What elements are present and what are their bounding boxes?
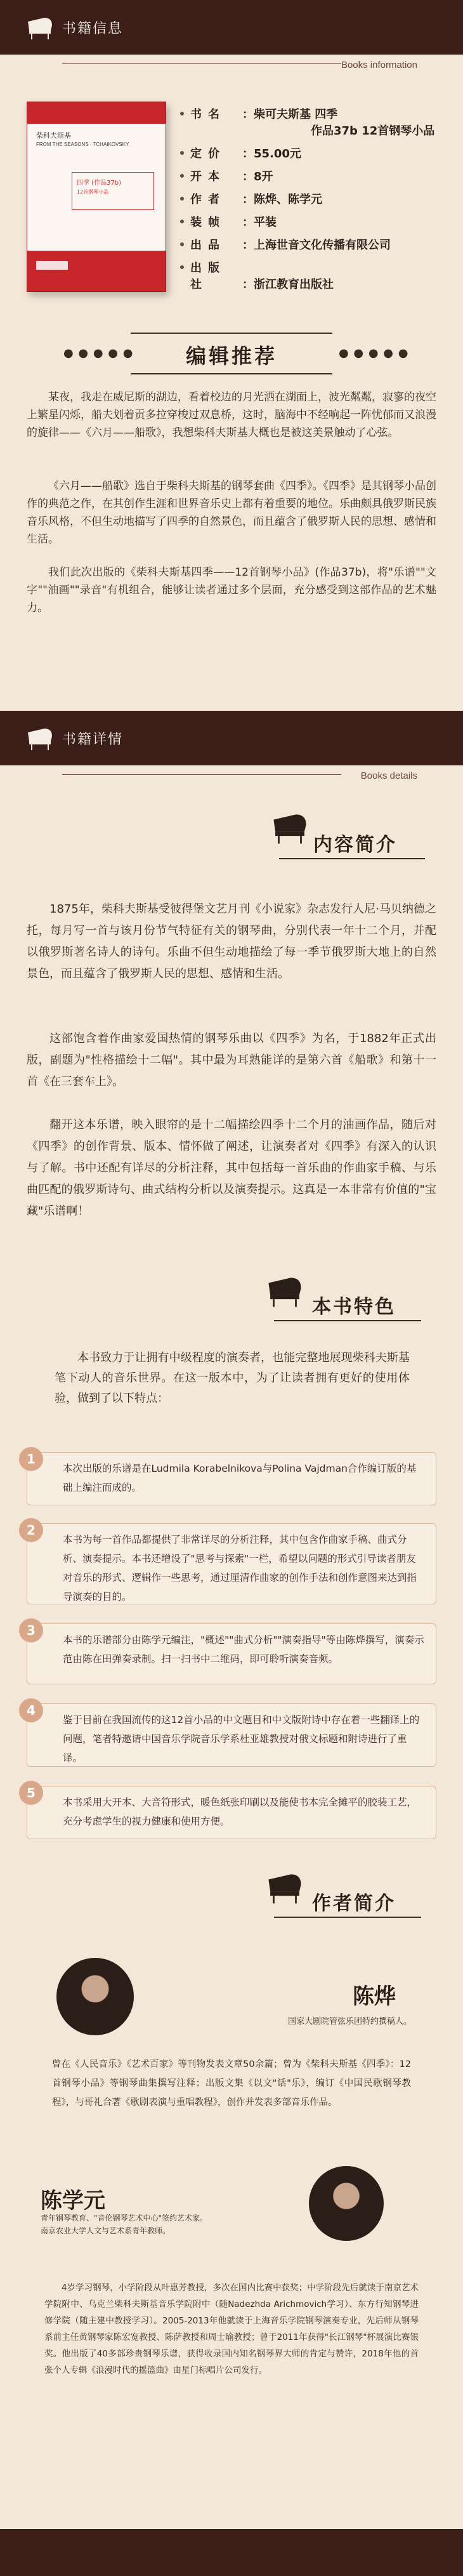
features-intro: 本书致力于让拥有中级程度的演奏者，也能完整地展现柴科夫斯基笔下动人的音乐世界。在这一版本中，为了让读者拥有更好的使用体验，做到了以下特点： [55,1351,410,1405]
author-bio: 曾在《人民音乐》《艺术百家》等刊物发表文章50余篇；曾为《柴科夫斯基《四季》：12首钢琴小品》等钢琴曲集撰写注释；出版文集《以文"话"乐》，编订《中国民歌钢琴教程》，与哥礼合著《歌剧表演与重唱教程》，创作并发表多部音乐作品。 [52,2059,411,2108]
bullet-icon [180,242,184,246]
info-key: 装帧 [190,216,226,229]
info-separator: ： [242,193,254,206]
editor-paragraph-3: 我们此次出版的《柴科夫斯基四季——12首钢琴小品》(作品37b)，将"乐谱""文字""油画""录音"有机组合，能够让读者通过多个层面，充分感受到这部作品的艺术魅力。 [27,566,436,614]
cover-english-title: FROM THE SEASONS · TCHAIKOVSKY [36,142,129,147]
feature-item [27,1452,436,1505]
title-underline [279,858,425,859]
feature-text: 本书为每一首作品都提供了非常详尽的分析注释，其中包含作曲家手稿、曲式分析、演奏提示。本书还增设了"思考与探索"一栏，希望以问题的形式引导读者朋友对音乐的形式、逻辑作一些思考，通过厘清作曲家的创作手法和创作意图来达到指导演奏的目的。 [63,1534,417,1602]
bullet-icon [180,151,184,155]
author-photo-chenye [55,1956,136,2037]
info-value: 陈烨、陈学元 [254,193,322,206]
book-info-row [259,122,434,138]
number-badge: 3 [19,1618,43,1642]
content-intro-title: 内容简介 [313,834,397,856]
author-bio: 4岁学习钢琴，小学阶段从叶惠芳教授，多次在国内比赛中获奖；中学阶段先后就读于南京艺术学院附中、乌克兰柴科夫斯基音乐学院附中（随Nadezhda Arichmovich学习）、东方行知钢琴进修学院（随主建中教授学习）。2005-2013年他就读于上海音乐学院钢琴演奏专业，先后师从钢琴系前主任黄钢琴家陈宏宽教授、陈萨教授和周士瑜教授；曾于2011年获得"长江钢琴"杯展演比赛银奖。他出版了40多部珍贵钢琴乐谱，获得收录国内知名钢琴界大师的肯定与赞许，2018年他的首张个人专辑《浪漫时代的摇篮曲》由星门标唱片公司发行。 [44,2283,419,2375]
content-paragraph-3: 翻开这本乐谱，映入眼帘的是十二幅描绘四季十二个月的油画作品，随后对《四季》的创作背景、版本、情怀做了阐述，让演奏者对《四季》有深入的认识与了解。书中还配有详尽的分析注释，其中包括每一首乐曲的作曲家手稿、与乐曲匹配的俄罗斯诗句、曲式结构分析以及演奏提示。这真是一本非常有价值的"宝藏"乐谱啊！ [27,1118,436,1218]
divider [62,63,341,64]
grand-piano-icon [25,726,55,751]
info-separator: ： [242,278,254,291]
info-key: 书名 [190,108,226,121]
feature-text: 本次出版的乐谱是在Ludmila Korabelnikova与Polina Vajdman合作编订版的基础上编注而成的。 [63,1463,417,1493]
title-underline [274,1320,421,1321]
book-info-row [190,168,273,184]
cover-russian-title: 柴科夫斯基 [36,131,71,140]
book-info-row [190,236,391,253]
author-photo-chenxueyuan [307,2164,386,2243]
book-info-row [190,190,322,207]
info-key: 作者 [190,193,226,206]
book-details-header [0,711,463,786]
bullet-icon [180,265,184,269]
info-value: 平装 [254,216,277,229]
book-info-row [190,145,301,161]
feature-text: 鉴于目前在我国流传的这12首小品的中文题目和中文版附诗中存在着一些翻译上的问题，笔者特邀请中国音乐学院音乐学系杜亚雄教授对俄文标题和附诗进行了重译。 [63,1714,420,1764]
book-info-header [0,0,463,75]
features-title: 本书特色 [312,1296,396,1318]
info-separator: ： [242,239,254,252]
author-name: 陈烨 [353,1984,396,2009]
bullet-icon [180,197,184,201]
feature-text: 本书的乐谱部分由陈学元编注，"概述""曲式分析""演奏指导"等由陈烨撰写，演奏示范由陈在田弹奏录制。扫一扫书中二维码，即可聆听演奏音频。 [63,1634,424,1665]
book-info-row [190,105,337,122]
editor-recommend-title: 编辑推荐 [185,344,277,368]
info-separator: ： [242,108,254,121]
book-info-row [190,213,277,230]
cover-box-title: 四季 (作品37b) [77,180,122,187]
feature-item [27,1623,436,1684]
divider [62,774,341,775]
number-badge: 1 [19,1447,43,1471]
bullet-icon [180,220,184,223]
decor-dots-left: ● ● ● ● ● [63,347,134,360]
grand-piano-icon [270,811,310,845]
author-intro: 南京农业大学人文与艺术系青年教师。 [41,2226,171,2235]
grand-piano-icon [25,15,55,41]
decor-dots-right: ● ● ● ● ● [339,347,409,360]
editor-paragraph-1: 某夜，我走在威尼斯的湖边，看着校边的月光洒在湖面上，波光粼粼，寂寥的夜空上繁星闪烁，船夫划着贡多拉穿梭过双息桥，这时，脑海中不经响起一阵忧郁而又浪漫的旋律——《六月——船歌》，我想柴科夫斯基大概也是被这美景触动了心弦。 [27,391,436,439]
authors-title: 作者简介 [312,1892,396,1915]
section-title: 书籍信息 [62,21,124,37]
grand-piano-icon [265,1274,304,1309]
title-underline [274,1917,421,1918]
info-key: 出品 [190,239,226,252]
bullet-icon [180,112,184,116]
info-separator: ： [242,170,254,183]
info-value: 上海世音文化传播有限公司 [254,239,391,252]
cover-box-subtitle: 12首钢琴小品 [77,189,109,195]
number-badge: 5 [19,1781,43,1805]
info-value: 柴可夫斯基 四季 [254,108,338,121]
feature-item [27,1786,436,1839]
info-key: 定价 [190,147,226,161]
info-value: 作品37b 12首钢琴小品 [311,124,435,138]
editor-recommend-heading [131,333,332,374]
number-badge: 2 [19,1518,43,1542]
info-separator: ： [242,216,254,229]
book-cover [27,102,166,292]
editor-paragraph-2: 《六月——船歌》选自于柴科夫斯基的钢琴套曲《四季》。《四季》是其钢琴小品创作的典范之作，在其创作生涯和世界音乐史上都有着重要的地位。乐曲颇具俄罗斯民族音乐风格，不但生动地描写了四季的自然景色，而且蕴含了俄罗斯人民的思想、感情和生活。 [27,480,436,546]
author-intro: 青年钢琴教育、"音伦钢琴艺术中心"签约艺术家。 [41,2214,208,2223]
section-title: 书籍详情 [62,732,124,748]
info-separator: ： [242,147,254,161]
grand-piano-icon [265,1871,304,1905]
content-paragraph-2: 这部饱含着作曲家爱国热情的钢琴乐曲以《四季》为名，于1882年正式出版，副题为"性格描绘十二幅"。其中最为耳熟能详的是第六首《船歌》和第十一首《在三套车上》。 [27,1032,436,1088]
content-paragraph-1: 1875年，柴科夫斯基受彼得堡文艺月刊《小说家》杂志发行人尼·马贝纳德之托，每月写一首与该月份节气特征有关的钢琴曲，分别代表一年十二个月，并配以俄罗斯著名诗人的诗句。乐曲不但生动地描绘了每一季节俄罗斯大地上的自然景色，而且蕴含了俄罗斯人民的思想、感情和生活。 [27,902,436,981]
bullet-icon [180,174,184,178]
info-key: 开本 [190,170,226,183]
section-subtitle: Books information [341,60,417,70]
publisher-logo [36,261,68,270]
feature-item [27,1703,436,1767]
number-badge: 4 [19,1698,43,1722]
feature-item [27,1523,436,1604]
feature-text: 本书采用大开本、大音符形式，暖色纸张印刷以及能使书本完全摊平的胶装工艺，充分考虑学生的视力健康和使用方便。 [63,1797,417,1827]
book-info-row [190,259,334,292]
author-intro: 国家大剧院管弦乐团特约撰稿人。 [288,2017,412,2026]
author-name: 陈学元 [41,2188,105,2214]
info-value: 浙江教育出版社 [254,278,334,291]
info-value: 8开 [254,170,273,183]
info-key: 出版社 [190,261,226,291]
section-subtitle: Books details [360,770,417,781]
footer-bar [0,2529,463,2576]
info-value: 55.00元 [254,147,301,161]
